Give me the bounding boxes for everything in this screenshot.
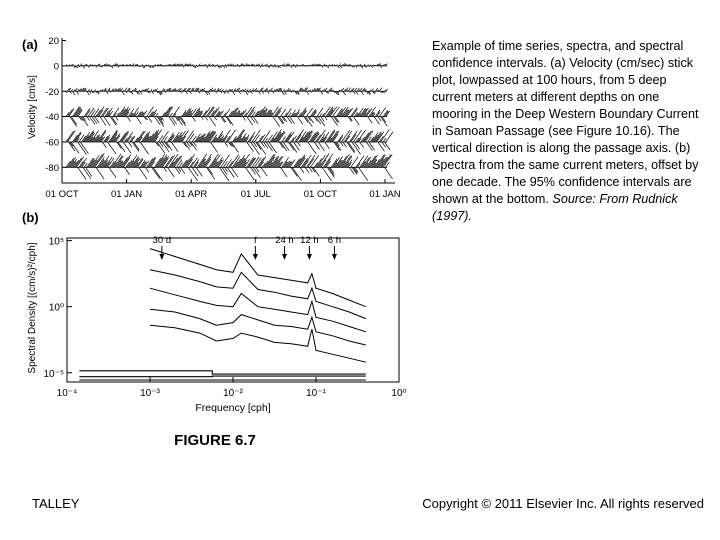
panel-a-xtick-label: 01 JAN <box>369 189 401 200</box>
panel-a-xtick-label: 01 OCT <box>303 189 338 200</box>
panel-a-xtick-label: 01 JAN <box>111 189 143 200</box>
velocity-stick-plot <box>22 36 401 200</box>
period-annotation-arrow-head <box>282 254 287 260</box>
confidence-interval-line <box>79 376 365 377</box>
period-annotation-label: 12 h <box>300 235 319 246</box>
period-annotation-arrow-head <box>159 254 164 260</box>
panel-b-xtick-label: 10⁻² <box>223 388 243 399</box>
period-annotation-label: 6 h <box>327 235 342 246</box>
panel-b-ytick-label: 10⁰ <box>48 302 64 314</box>
figure-label: FIGURE 6.7 <box>174 432 256 449</box>
panel-a-ylabel: Velocity [cm/s] <box>27 75 38 139</box>
spectra-plot <box>22 210 407 414</box>
period-annotation-label: 30 d <box>152 235 172 246</box>
period-annotation-arrow-head <box>307 254 312 260</box>
panel-a-xtick-label: 01 OCT <box>45 189 79 200</box>
panel-a-xtick-label: 01 JUL <box>240 189 271 200</box>
period-annotation-label: 24 h <box>275 235 294 246</box>
period-annotation-arrow-head <box>253 254 258 260</box>
spectrum-line <box>150 288 366 332</box>
panel-b-ylabel: Spectral Density [(cm/s)²/cph] <box>27 242 38 374</box>
panel-a-ytick-label: -40 <box>45 112 59 124</box>
panel-b-xtick-label: 10⁻⁴ <box>56 388 78 399</box>
panel-a-ytick-label: 20 <box>48 36 59 48</box>
spectrum-line <box>150 309 366 345</box>
caption-text: Example of time series, spectra, and spectral confidence intervals. (a) Velocity (cm/sec) stick plot, lowpassed at 100 hours, from 5 deep current meters at different depths on one mooring in the Deep Western Boundary Current in Samoan Passage (see Figure 10.16). The vertical direction is along the passage axis. (b) Spectra from the same current meters, offset by one decade. The 95% confidence intervals are shown at the bottom. <box>432 39 699 206</box>
panel-a-ytick-label: 0 <box>53 61 59 73</box>
period-annotation-label: f <box>254 235 257 246</box>
spectrum-line <box>150 325 366 362</box>
panel-b-xtick-label: 10⁻¹ <box>306 388 326 399</box>
panel-b-xtick-label: 10⁻³ <box>140 388 160 399</box>
panel-b-frame <box>67 238 399 382</box>
panel-b-label: (b) <box>22 210 39 225</box>
footer-author: TALLEY <box>32 496 80 511</box>
panel-b-xtick-label: 10⁰ <box>391 388 407 399</box>
panel-b-ytick-label: 10⁻⁵ <box>43 368 64 380</box>
figure-6-7 <box>0 0 430 430</box>
panel-a-ytick-label: -20 <box>45 86 59 98</box>
panel-a-ytick-label: -60 <box>45 137 59 149</box>
footer-copyright: Copyright © 2011 Elsevier Inc. All rights reserved <box>422 496 704 511</box>
confidence-interval-line <box>79 371 365 374</box>
panel-b-ytick-label: 10⁵ <box>48 236 64 248</box>
caption-source: Source: From Rudnick (1997). <box>432 192 678 223</box>
panel-a-ytick-label: -80 <box>45 162 59 174</box>
panel-a-xtick-label: 01 APR <box>175 189 208 200</box>
panel-b-xlabel: Frequency [cph] <box>195 402 271 414</box>
figure-caption <box>432 38 704 225</box>
panel-a-label: (a) <box>22 37 38 52</box>
period-annotation-arrow-head <box>332 254 337 260</box>
